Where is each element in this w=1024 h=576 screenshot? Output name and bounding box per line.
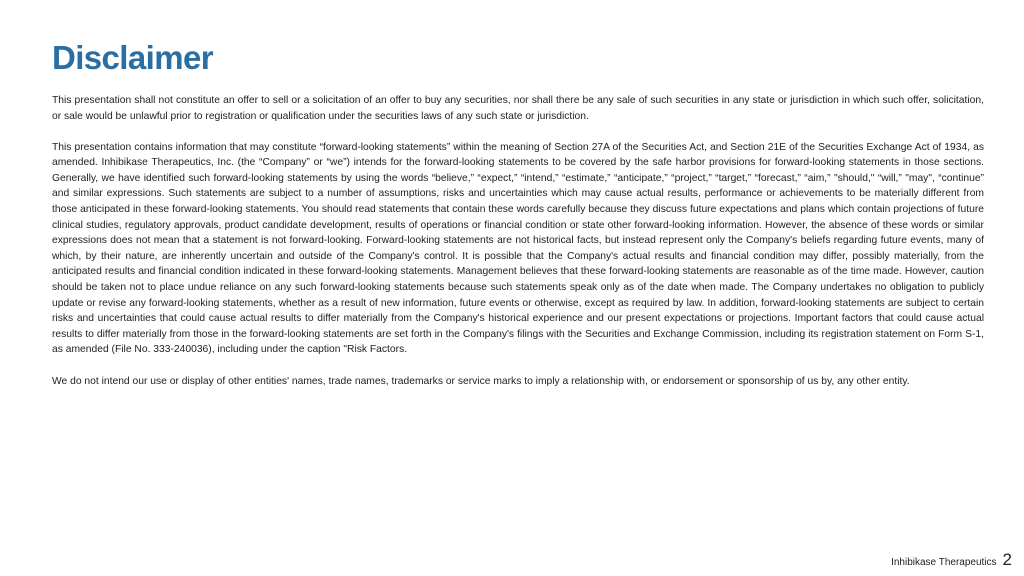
page-number: 2: [1002, 550, 1012, 569]
slide-title: Disclaimer: [52, 39, 213, 76]
trademark-disclaimer-paragraph: We do not intend our use or display of other entities' names, trade names, trademarks or service marks to imply a relationship with, or endorsement or sponsorship of us by, any other entity.: [52, 375, 910, 387]
offer-disclaimer-paragraph: This presentation shall not constitute an offer to sell or a solicitation of an offer to buy any securities, nor shall there be any sale of such securities in any state or jurisdiction in which such offer, solicitation, or sale would be unlawful prior to registration or qualification under the securities laws of any such state or jurisdiction.: [52, 95, 984, 122]
slide-footer: [891, 550, 1012, 570]
forward-looking-statements-paragraph: This presentation contains information that may constitute “forward-looking statements” within the meaning of Section 27A of the Securities Act, and Section 21E of the Securities Exchange Act of 1934, as amended. Inhibikase Therapeutics, Inc. (the “Company” or “we”) intends for the forward-looking statements to be covered by the safe harbor provisions for forward-looking statements in those sections. Generally, we have identified such forward-looking statements by using the words “believe,” “expect,” “intend,” “estimate,” “anticipate,” “project,” “target,” “forecast,” “aim,” "should," “will,” "may", “continue” and similar expressions. Such statements are subject to a number of assumptions, risks and uncertainties which may cause actual results, performance or achievements to be materially different from those anticipated in these forward-looking statements. You should read statements that contain these words carefully because they discuss future expectations and plans which contain projections of future clinical studies, regulatory approvals, product candidate development, results of operations or financial condition or state other forward-looking information. However, the absence of these words or similar expressions does not mean that a statement is not forward-looking. Forward-looking statements are not historical facts, but instead represent only the Company's beliefs regarding future events, many of which, by their nature, are inherently uncertain and outside of the Company's control. It is possible that the Company's actual results and financial condition may differ, possibly materially, from the anticipated results and financial condition indicated in these forward-looking statements. Management believes that these forward-looking statements are reasonable as of the time made. However, caution should be taken not to place undue reliance on any such forward-looking statements because such statements speak only as of the date when made. The Company undertakes no obligation to publicly update or revise any forward-looking statements, whether as a result of new information, future events or otherwise, except as required by law. In addition, forward-looking statements are subject to certain risks and uncertainties that could cause actual results to differ materially from the Company's historical experience and our present expectations or projections. Important factors that could cause actual results to differ materially from those in the forward-looking statements are set forth in the Company's filings with the Securities and Exchange Commission, including its registration statement on Form S-1, as amended (File No. 333-240036), including under the caption "Risk Factors.: [52, 141, 984, 356]
disclaimer-body: [52, 93, 984, 405]
footer-company-name: Inhibikase Therapeutics: [891, 557, 997, 568]
